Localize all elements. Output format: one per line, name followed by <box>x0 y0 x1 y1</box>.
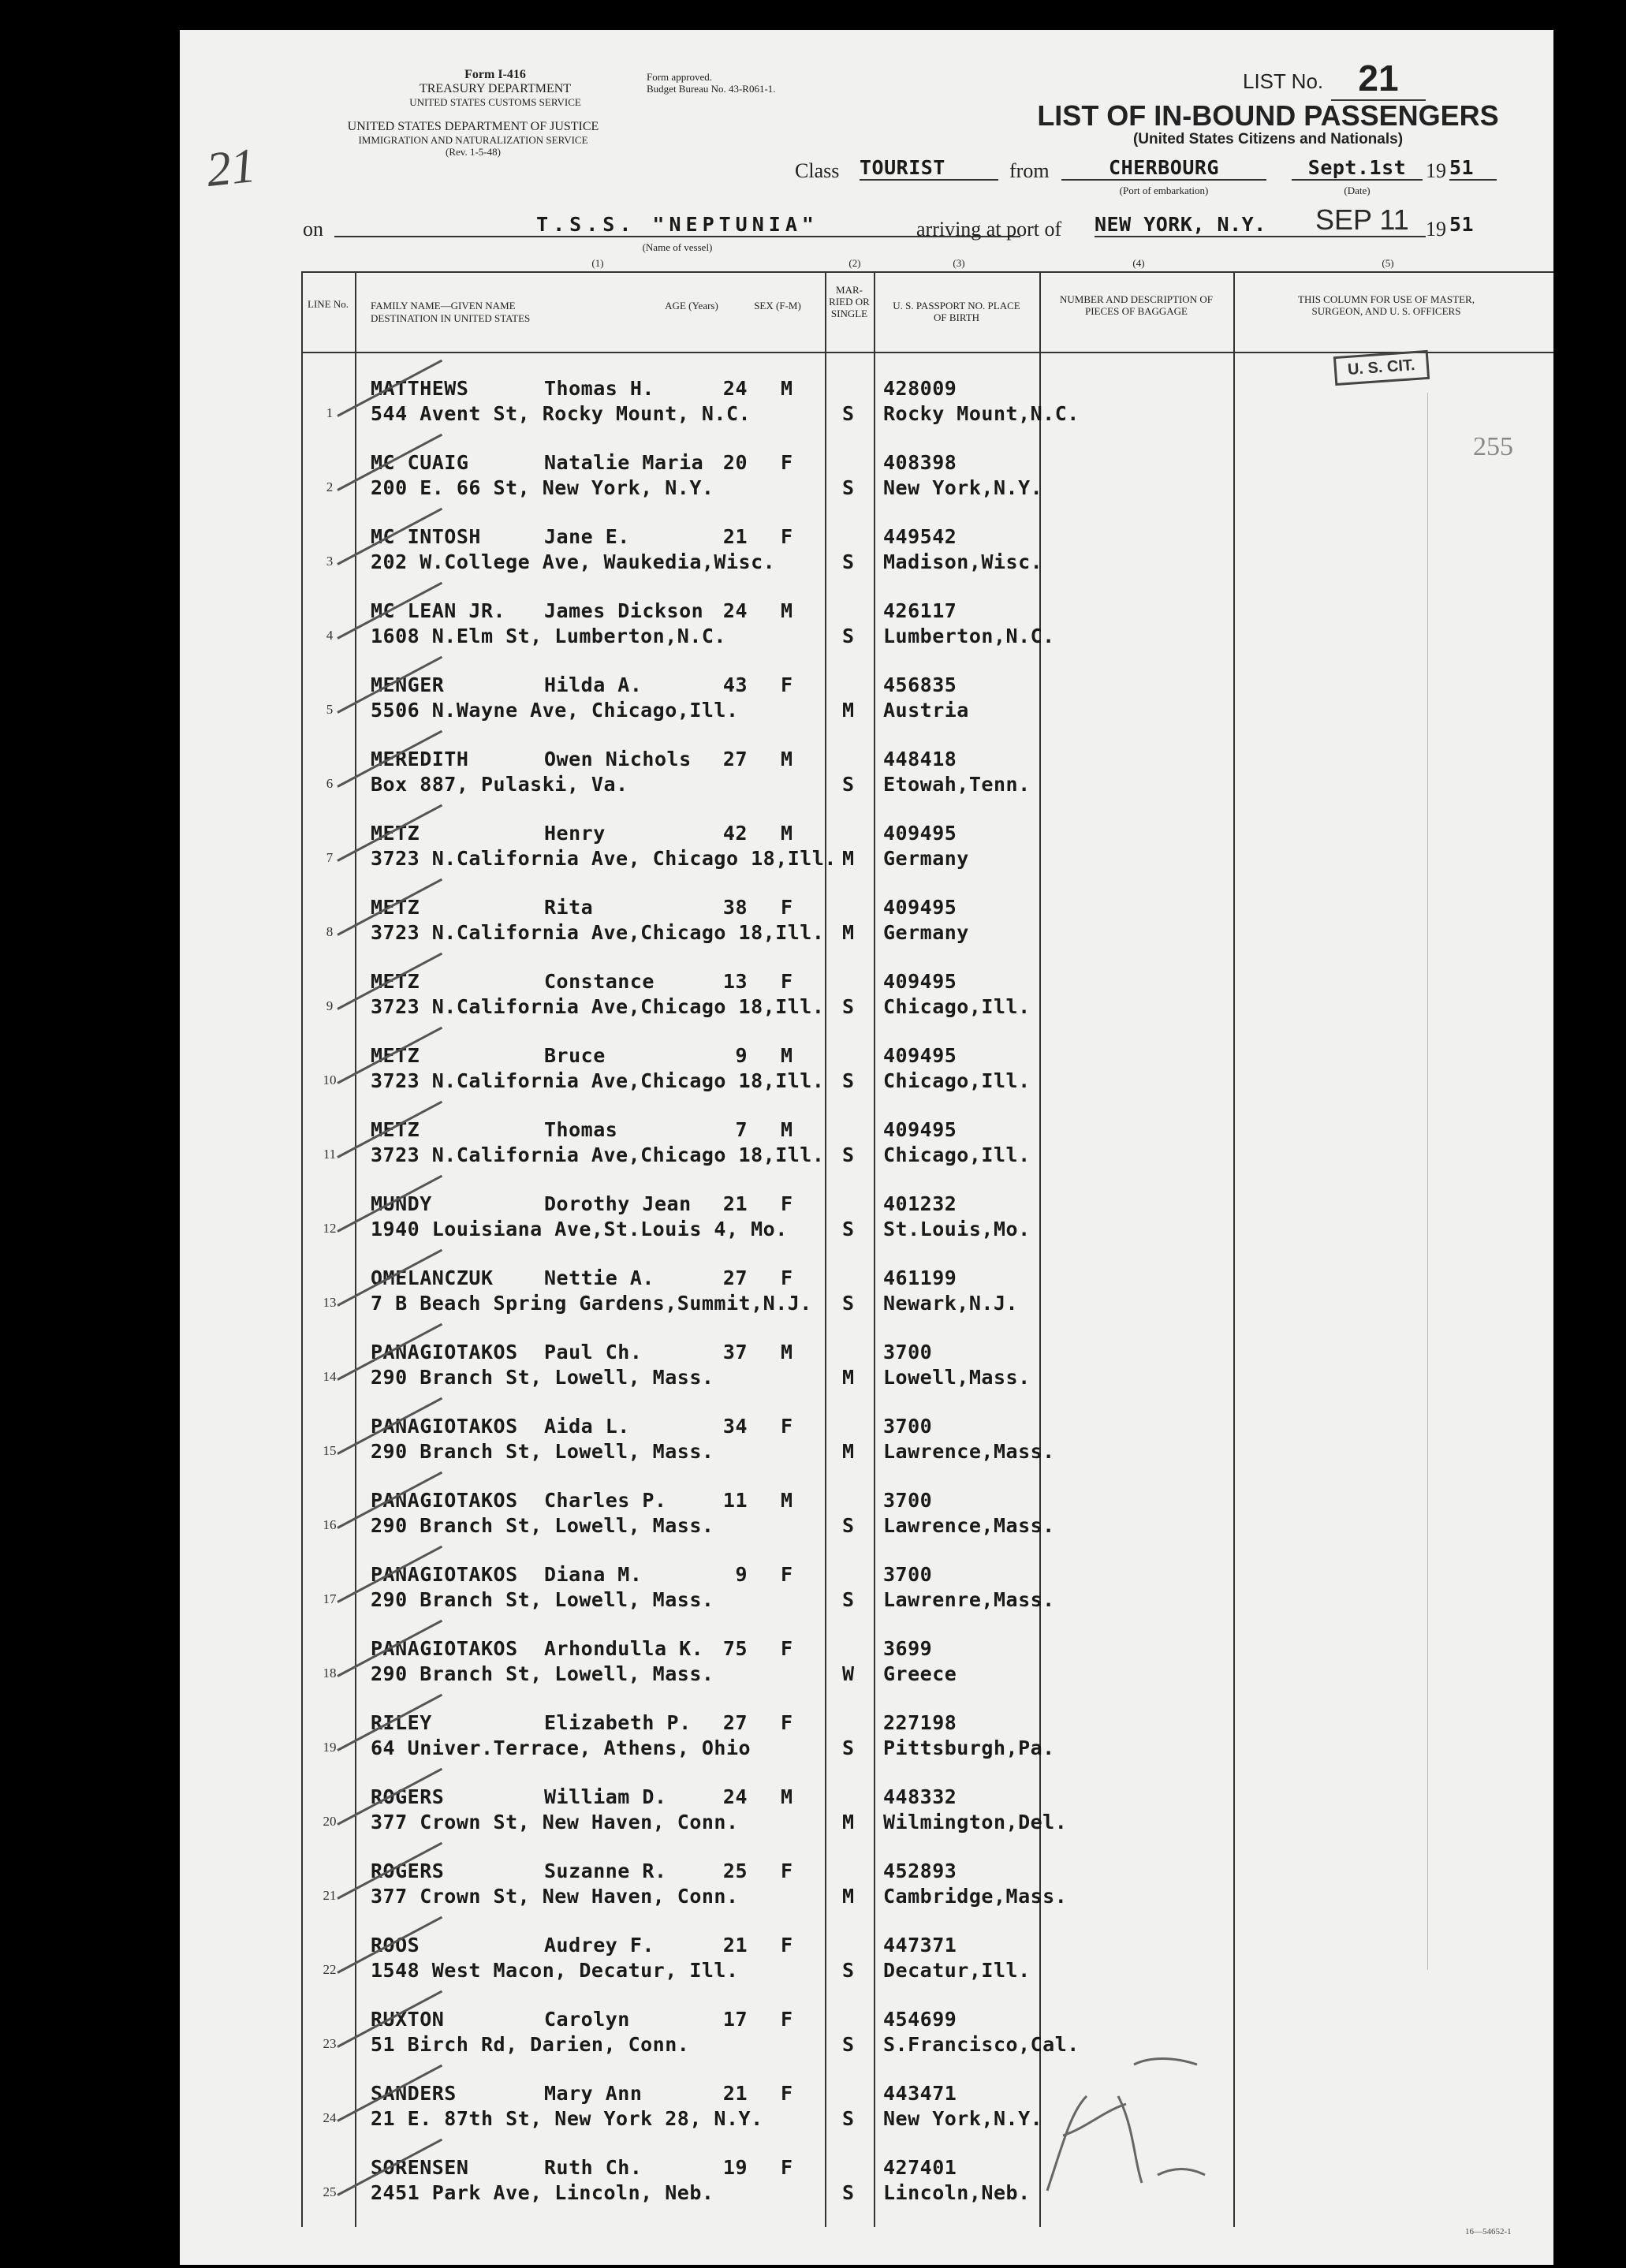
address: 21 E. 87th St, New York 28, N.Y. <box>371 2107 763 2130</box>
given-name: Rita <box>544 896 594 919</box>
sex: F <box>781 1415 793 1438</box>
passport-number: 401232 <box>883 1192 957 1215</box>
age: 20 <box>722 451 748 474</box>
passenger-row <box>180 1027 1553 1101</box>
given-name: Constance <box>544 970 655 993</box>
family-name: MEREDITH <box>371 748 469 770</box>
birthplace: Newark,N.J. <box>883 1292 1019 1315</box>
birthplace: Madison,Wisc. <box>883 550 1043 573</box>
marital-status: S <box>842 2181 855 2204</box>
given-name: Charles P. <box>544 1489 667 1512</box>
given-name: Elizabeth P. <box>544 1711 692 1734</box>
sex: F <box>781 1860 793 1882</box>
given-name: Thomas H. <box>544 377 655 400</box>
approved-label: Form approved. <box>647 71 713 83</box>
family-name: MENGER <box>371 673 445 696</box>
address: 377 Crown St, New Haven, Conn. <box>371 1885 739 1908</box>
age: 42 <box>722 822 748 845</box>
line-number: 16 <box>323 1517 337 1532</box>
family-name: METZ <box>371 970 420 993</box>
age: 9 <box>735 1563 748 1586</box>
column-number: (4) <box>1132 257 1145 269</box>
header-sex: SEX (F-M) <box>754 300 801 311</box>
family-name: METZ <box>371 1044 420 1067</box>
sex: M <box>781 1785 793 1808</box>
passenger-row <box>180 2139 1553 2213</box>
birthplace: Cambridge,Mass. <box>883 1885 1068 1908</box>
age: 11 <box>722 1489 748 1512</box>
handwritten-note: 21 <box>203 138 259 198</box>
address: 2451 Park Ave, Lincoln, Neb. <box>371 2181 714 2204</box>
passenger-row <box>180 953 1553 1027</box>
marital-status: S <box>842 2107 855 2130</box>
header-name: FAMILY NAME—GIVEN NAME <box>371 300 516 311</box>
address: 290 Branch St, Lowell, Mass. <box>371 1366 714 1389</box>
sex: F <box>781 1192 793 1215</box>
family-name: PANAGIOTAKOS <box>371 1415 518 1438</box>
sex: F <box>781 673 793 696</box>
marital-status: M <box>842 1811 855 1833</box>
sex: F <box>781 2156 793 2179</box>
budget-label: Budget Bureau No. 43-R061-1. <box>647 83 776 95</box>
family-name: MATTHEWS <box>371 377 469 400</box>
column-number: (2) <box>848 257 861 269</box>
line-number: 18 <box>323 1666 337 1680</box>
birthplace: Greece <box>883 1662 957 1685</box>
age: 25 <box>722 1860 748 1882</box>
line-number: 25 <box>323 2184 337 2199</box>
birthplace: Germany <box>883 921 969 944</box>
sex: F <box>781 896 793 919</box>
on-label: on <box>303 218 323 241</box>
age: 27 <box>722 1266 748 1289</box>
passenger-row <box>180 2065 1553 2139</box>
passenger-row <box>180 656 1553 730</box>
given-name: Thomas <box>544 1118 618 1141</box>
birthplace: Lawrence,Mass. <box>883 1440 1055 1463</box>
ins-label: IMMIGRATION AND NATURALIZATION SERVICE <box>358 134 588 146</box>
column-number: (3) <box>953 257 965 269</box>
birthplace: New York,N.Y. <box>883 2107 1043 2130</box>
age: 21 <box>722 525 748 548</box>
address: 202 W.College Ave, Waukedia,Wisc. <box>371 550 776 573</box>
arriving-label: arriving at port of <box>916 218 1062 241</box>
passport-number: 409495 <box>883 822 957 845</box>
customs-label: UNITED STATES CUSTOMS SERVICE <box>409 96 581 108</box>
passport-number: 408398 <box>883 451 957 474</box>
address: 3723 N.California Ave,Chicago 18,Ill. <box>371 1069 825 1092</box>
birthplace: Lowell,Mass. <box>883 1366 1031 1389</box>
given-name: Ruth Ch. <box>544 2156 643 2179</box>
given-name: Owen Nichols <box>544 748 692 770</box>
from-label: from <box>1009 159 1050 182</box>
age: 24 <box>722 1785 748 1808</box>
given-name: Hilda A. <box>544 673 643 696</box>
sex: F <box>781 1637 793 1660</box>
birthplace: Pittsburgh,Pa. <box>883 1736 1055 1759</box>
passport-number: 447371 <box>883 1934 957 1957</box>
age: 9 <box>735 1044 748 1067</box>
given-name: Henry <box>544 822 606 845</box>
age: 24 <box>722 377 748 400</box>
age: 17 <box>722 2008 748 2031</box>
family-name: METZ <box>371 1118 420 1141</box>
given-name: Suzanne R. <box>544 1860 667 1882</box>
birthplace: St.Louis,Mo. <box>883 1218 1031 1240</box>
marital-status: S <box>842 476 855 499</box>
birthplace: Decatur,Ill. <box>883 1959 1031 1982</box>
marital-status: M <box>842 699 855 722</box>
form-number: Form I-416 <box>464 68 526 81</box>
passenger-row <box>180 360 1553 434</box>
address: 3723 N.California Ave,Chicago 18,Ill. <box>371 1143 825 1166</box>
address: 3723 N.California Ave, Chicago 18,Ill. <box>371 847 837 870</box>
passport-number: 427401 <box>883 2156 957 2179</box>
marital-status: S <box>842 1292 855 1315</box>
passenger-row <box>180 508 1553 582</box>
manifest-page <box>180 30 1553 2265</box>
year-prefix: 19 <box>1426 159 1446 182</box>
marital-status: M <box>842 1366 855 1389</box>
marital-status: S <box>842 773 855 796</box>
port-caption: (Port of embarkation) <box>1119 185 1209 196</box>
passport-number: 443471 <box>883 2082 957 2105</box>
line-number: 13 <box>323 1295 337 1310</box>
passenger-row <box>180 878 1553 953</box>
passenger-row <box>180 1397 1553 1472</box>
line-number: 20 <box>323 1814 337 1829</box>
line-number: 7 <box>326 850 334 865</box>
marital-status: S <box>842 1736 855 1759</box>
marital-status: M <box>842 847 855 870</box>
line-number: 9 <box>326 998 334 1013</box>
sex: F <box>781 1711 793 1734</box>
passport-number: 409495 <box>883 970 957 993</box>
passenger-row <box>180 730 1553 804</box>
passenger-row <box>180 434 1553 508</box>
marital-status: M <box>842 1885 855 1908</box>
sex: M <box>781 1341 793 1363</box>
line-number: 24 <box>323 2110 337 2125</box>
family-name: PANAGIOTAKOS <box>371 1489 518 1512</box>
passenger-row <box>180 1768 1553 1842</box>
class-value: TOURIST <box>860 156 998 181</box>
marital-status: S <box>842 1959 855 1982</box>
age: 21 <box>722 1934 748 1957</box>
given-name: Diana M. <box>544 1563 643 1586</box>
sex: M <box>781 822 793 845</box>
family-name: METZ <box>371 896 420 919</box>
age: 21 <box>722 1192 748 1215</box>
address: 290 Branch St, Lowell, Mass. <box>371 1514 714 1537</box>
address: 377 Crown St, New Haven, Conn. <box>371 1811 739 1833</box>
date-caption: (Date) <box>1344 185 1371 196</box>
passport-number: 428009 <box>883 377 957 400</box>
given-name: Paul Ch. <box>544 1341 643 1363</box>
passport-number: 227198 <box>883 1711 957 1734</box>
passport-number: 456835 <box>883 673 957 696</box>
given-name: Carolyn <box>544 2008 630 2031</box>
birthplace: Lincoln,Neb. <box>883 2181 1031 2204</box>
age: 19 <box>722 2156 748 2179</box>
vessel-name: T.S.S. "NEPTUNIA" <box>334 213 1020 237</box>
birthplace: Austria <box>883 699 969 722</box>
header-destination: DESTINATION IN UNITED STATES <box>371 312 531 324</box>
arrival-year: 51 <box>1449 213 1475 236</box>
passenger-row <box>180 582 1553 656</box>
page-title: LIST OF IN-BOUND PASSENGERS <box>1037 99 1499 132</box>
passenger-row <box>180 1472 1553 1546</box>
line-number: 12 <box>323 1221 337 1236</box>
family-name: MC INTOSH <box>371 525 481 548</box>
header-age: AGE (Years) <box>665 300 718 311</box>
line-number: 4 <box>326 628 334 643</box>
family-name: ROGERS <box>371 1860 445 1882</box>
age: 27 <box>722 748 748 770</box>
line-number: 15 <box>323 1443 337 1458</box>
handwritten-number: 255 <box>1473 432 1513 461</box>
header-line-no: LINE No. <box>308 298 349 310</box>
sex: M <box>781 1489 793 1512</box>
sex: F <box>781 2008 793 2031</box>
address: 64 Univer.Terrace, Athens, Ohio <box>371 1736 751 1759</box>
passport-number: 409495 <box>883 1044 957 1067</box>
list-number: 21 <box>1331 57 1426 101</box>
address: 51 Birch Rd, Darien, Conn. <box>371 2033 690 2056</box>
family-name: MC CUAIG <box>371 451 469 474</box>
address: 7 B Beach Spring Gardens,Summit,N.J. <box>371 1292 812 1315</box>
age: 34 <box>722 1415 748 1438</box>
line-number: 14 <box>323 1369 337 1384</box>
marital-status: S <box>842 402 855 425</box>
passenger-row <box>180 1694 1553 1768</box>
embarkation-port: CHERBOURG <box>1061 156 1266 181</box>
passenger-row <box>180 1175 1553 1249</box>
birthplace: Lawrence,Mass. <box>883 1514 1055 1537</box>
passport-number: 3699 <box>883 1637 933 1660</box>
line-number: 1 <box>326 405 334 420</box>
given-name: William D. <box>544 1785 667 1808</box>
birthplace: Etowah,Tenn. <box>883 773 1031 796</box>
passenger-row <box>180 804 1553 878</box>
passenger-row <box>180 1249 1553 1323</box>
sex: M <box>781 1118 793 1141</box>
marital-status: S <box>842 1069 855 1092</box>
revision-label: (Rev. 1-5-48) <box>446 146 501 158</box>
family-name: PANAGIOTAKOS <box>371 1563 518 1586</box>
family-name: RUXTON <box>371 2008 445 2031</box>
passport-number: 3700 <box>883 1489 933 1512</box>
given-name: Natalie Maria <box>544 451 704 474</box>
family-name: PANAGIOTAKOS <box>371 1341 518 1363</box>
column-number: (5) <box>1382 257 1394 269</box>
family-name: METZ <box>371 822 420 845</box>
passenger-row <box>180 1990 1553 2065</box>
birthplace: Wilmington,Del. <box>883 1811 1068 1833</box>
line-number: 2 <box>326 479 334 494</box>
passenger-row <box>180 1101 1553 1175</box>
marital-status: S <box>842 1143 855 1166</box>
officer-signature <box>1016 2049 1221 2206</box>
passport-number: 454699 <box>883 2008 957 2031</box>
given-name: Jane E. <box>544 525 630 548</box>
marital-status: S <box>842 1514 855 1537</box>
passenger-row <box>180 1916 1553 1990</box>
line-number: 21 <box>323 1888 337 1903</box>
address: 290 Branch St, Lowell, Mass. <box>371 1440 714 1463</box>
marital-status: W <box>842 1662 855 1685</box>
sex: F <box>781 1563 793 1586</box>
passenger-row <box>180 1620 1553 1694</box>
birthplace: Lumberton,N.C. <box>883 625 1055 647</box>
line-number: 8 <box>326 924 334 939</box>
marital-status: S <box>842 995 855 1018</box>
line-number: 22 <box>323 1962 337 1977</box>
sex: M <box>781 377 793 400</box>
line-number: 3 <box>326 554 334 569</box>
departure-date: Sept.1st <box>1292 156 1423 181</box>
age: 27 <box>722 1711 748 1734</box>
marital-status: M <box>842 921 855 944</box>
marital-status: S <box>842 2033 855 2056</box>
line-number: 6 <box>326 776 334 791</box>
marital-status: M <box>842 1440 855 1463</box>
header-married: MAR-RIED OR SINGLE <box>829 284 870 319</box>
given-name: Arhondulla K. <box>544 1637 704 1660</box>
arrival-port: NEW YORK, N.Y. <box>1095 213 1426 237</box>
given-name: Nettie A. <box>544 1266 655 1289</box>
vessel-caption: (Name of vessel) <box>642 241 713 253</box>
given-name: Audrey F. <box>544 1934 655 1957</box>
address: 3723 N.California Ave,Chicago 18,Ill. <box>371 921 825 944</box>
marital-status: S <box>842 1588 855 1611</box>
marital-status: S <box>842 1218 855 1240</box>
page-subtitle: (United States Citizens and Nationals) <box>1132 131 1404 147</box>
sex: F <box>781 1266 793 1289</box>
age: 37 <box>722 1341 748 1363</box>
family-name: ROOS <box>371 1934 420 1957</box>
passport-number: 426117 <box>883 599 957 622</box>
treasury-label: TREASURY DEPARTMENT <box>419 82 572 95</box>
line-number: 17 <box>323 1591 337 1606</box>
family-name: SORENSEN <box>371 2156 469 2179</box>
address: 1608 N.Elm St, Lumberton,N.C. <box>371 625 726 647</box>
age: 13 <box>722 970 748 993</box>
birthplace: Chicago,Ill. <box>883 1143 1031 1166</box>
passport-number: 409495 <box>883 896 957 919</box>
header-baggage: NUMBER AND DESCRIPTION OF PIECES OF BAGGAGE <box>1060 293 1213 317</box>
sex: M <box>781 748 793 770</box>
line-number: 5 <box>326 702 334 717</box>
sex: F <box>781 2082 793 2105</box>
passport-number: 448418 <box>883 748 957 770</box>
passport-number: 3700 <box>883 1341 933 1363</box>
birthplace: Lawrenre,Mass. <box>883 1588 1055 1611</box>
address: 290 Branch St, Lowell, Mass. <box>371 1588 714 1611</box>
arrival-year-prefix: 19 <box>1426 218 1446 241</box>
birthplace: Rocky Mount,N.C. <box>883 402 1080 425</box>
header-officers: THIS COLUMN FOR USE OF MASTER, SURGEON, AND U. S. OFFICERS <box>1298 293 1475 317</box>
passport-number: 452893 <box>883 1860 957 1882</box>
family-name: PANAGIOTAKOS <box>371 1637 518 1660</box>
passport-number: 449542 <box>883 525 957 548</box>
marital-status: S <box>842 625 855 647</box>
family-name: MUNDY <box>371 1192 432 1215</box>
header-passport: U. S. PASSPORT NO. PLACE OF BIRTH <box>893 300 1020 323</box>
list-no-label: LIST No. <box>1243 69 1324 93</box>
column-number: (1) <box>591 257 604 269</box>
passport-number: 461199 <box>883 1266 957 1289</box>
given-name: Aida L. <box>544 1415 630 1438</box>
justice-label: UNITED STATES DEPARTMENT OF JUSTICE <box>347 120 599 133</box>
age: 24 <box>722 599 748 622</box>
given-name: Bruce <box>544 1044 606 1067</box>
us-citizen-stamp: U. S. CIT. <box>1333 350 1430 386</box>
arrival-date-stamp: SEP 11 <box>1315 203 1409 236</box>
line-number: 10 <box>323 1072 337 1087</box>
address: 1940 Louisiana Ave,St.Louis 4, Mo. <box>371 1218 788 1240</box>
birthplace: Chicago,Ill. <box>883 1069 1031 1092</box>
sex: M <box>781 599 793 622</box>
address: 5506 N.Wayne Ave, Chicago,Ill. <box>371 699 739 722</box>
passenger-row <box>180 1546 1553 1620</box>
address: 1548 West Macon, Decatur, Ill. <box>371 1959 739 1982</box>
sex: F <box>781 1934 793 1957</box>
passport-number: 409495 <box>883 1118 957 1141</box>
passport-number: 3700 <box>883 1415 933 1438</box>
given-name: James Dickson <box>544 599 704 622</box>
family-name: MC LEAN JR. <box>371 599 506 622</box>
age: 75 <box>722 1637 748 1660</box>
age: 43 <box>722 673 748 696</box>
birthplace: Germany <box>883 847 969 870</box>
age: 7 <box>735 1118 748 1141</box>
given-name: Mary Ann <box>544 2082 643 2105</box>
passport-number: 448332 <box>883 1785 957 1808</box>
line-number: 23 <box>323 2036 337 2051</box>
address: 200 E. 66 St, New York, N.Y. <box>371 476 714 499</box>
given-name: Dorothy Jean <box>544 1192 692 1215</box>
sex: M <box>781 1044 793 1067</box>
passenger-row <box>180 1323 1553 1397</box>
age: 38 <box>722 896 748 919</box>
footer-code: 16—54652-1 <box>1465 2227 1512 2236</box>
class-label: Class <box>795 159 840 182</box>
family-name: SANDERS <box>371 2082 457 2105</box>
address: 544 Avent St, Rocky Mount, N.C. <box>371 402 751 425</box>
sex: F <box>781 451 793 474</box>
address: 3723 N.California Ave,Chicago 18,Ill. <box>371 995 825 1018</box>
marital-status: S <box>842 550 855 573</box>
family-name: ROGERS <box>371 1785 445 1808</box>
sex: F <box>781 525 793 548</box>
family-name: RILEY <box>371 1711 432 1734</box>
birthplace: New York,N.Y. <box>883 476 1043 499</box>
address: Box 887, Pulaski, Va. <box>371 773 628 796</box>
age: 21 <box>722 2082 748 2105</box>
sex: F <box>781 970 793 993</box>
birthplace: S.Francisco,Cal. <box>883 2033 1080 2056</box>
year-value: 51 <box>1449 156 1497 181</box>
line-number: 19 <box>323 1740 337 1755</box>
passport-number: 3700 <box>883 1563 933 1586</box>
birthplace: Chicago,Ill. <box>883 995 1031 1018</box>
passenger-row <box>180 1842 1553 1916</box>
line-number: 11 <box>323 1147 337 1162</box>
family-name: OMELANCZUK <box>371 1266 494 1289</box>
address: 290 Branch St, Lowell, Mass. <box>371 1662 714 1685</box>
